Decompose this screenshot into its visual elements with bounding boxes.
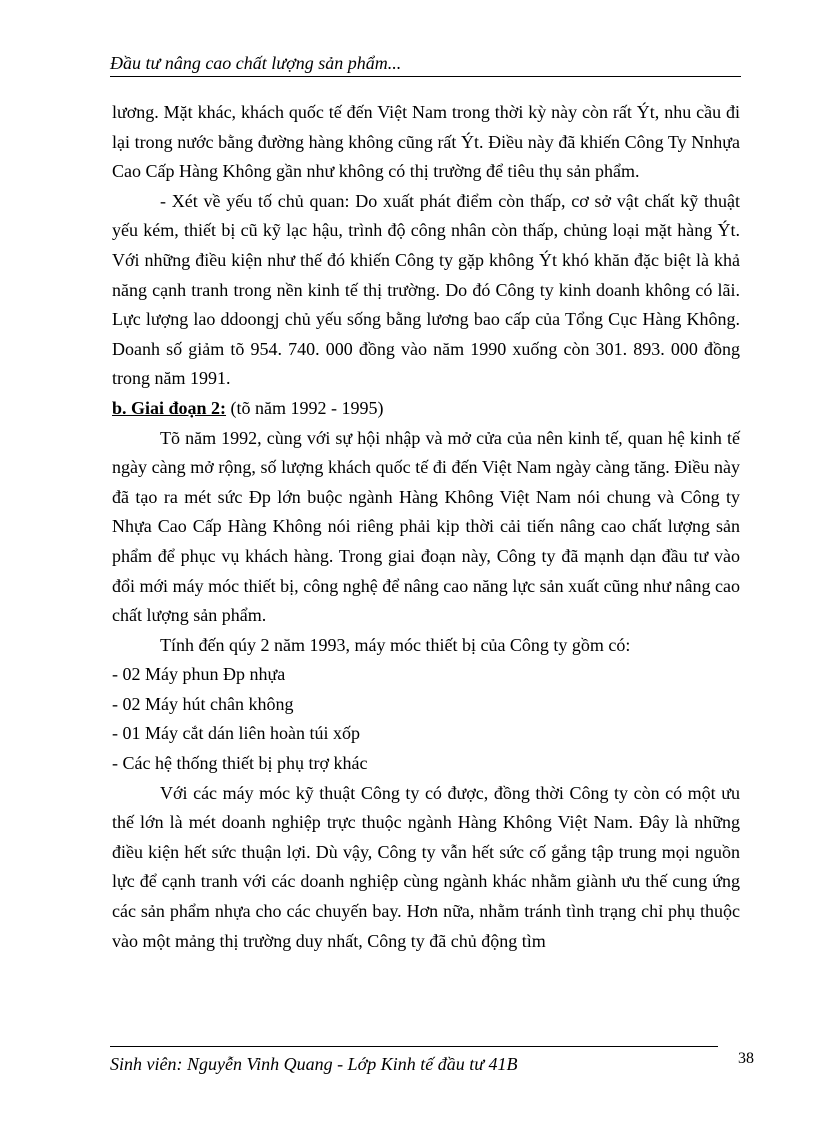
header-divider: [110, 76, 741, 77]
section-b-label: b. Giai đoạn 2:: [112, 397, 227, 418]
paragraph-1992: Tõ năm 1992, cùng với sự hội nhập và mở cửa của nên kinh tế, quan hệ kinh tế ngày càng mở rộng, số lượng khách quốc tế đi đến Việt Nam ngày càng tăng. Điều này đã tạo ra mét sức Ðp lớn buộc ngành Hàng Không Việt Nam nói chung và Công ty Nhựa Cao Cấp Hàng Không nói riêng phải kịp thời cải tiến nâng cao chất lượng sản phẩm để phục vụ khách hàng. Trong giai đoạn này, Công ty đã mạnh dạn đầu tư vào đổi mới máy móc thiết bị, công nghệ để nâng cao năng lực sản xuất cũng như nâng cao chất lượng sản phẩm.: [112, 427, 740, 626]
paragraph-1: lương. Mặt khác, khách quốc tế đến Việt Nam trong thời kỳ này còn rất Ýt, nhu cầu đi lại trong nước bằng đường hàng không cũng rất Ýt. Điều này đã khiến Công Ty Nnhựa Cao Cấp Hàng Không gần như không có thị trường để tiêu thụ sản phẩm.: [112, 102, 740, 182]
list-item: - Các hệ thống thiết bị phụ trợ khác: [112, 753, 368, 774]
section-b-period: (tõ năm 1992 - 1995): [226, 397, 384, 418]
section-b-heading: [112, 394, 740, 424]
list-item: - 02 Máy phun Ðp nhựa: [112, 664, 286, 685]
paragraph-subjective-factors: - Xét về yếu tố chủ quan: Do xuất phát điểm còn thấp, cơ sở vật chất kỹ thuật yếu kém, thiết bị cũ kỹ lạc hậu, trình độ công nhân còn thấp, chủng loại mặt hàng Ýt. Với những điều kiện như thế đó khiến Công ty gặp không Ýt khó khăn đặc biệt là khả năng cạnh tranh trong nền kinh tế thị trường. Do đó Công ty kinh doanh không có lãi. Lực lượng lao ddoongj chủ yếu sống bằng lương bao cấp của Tổng Cục Hàng Không. Doanh số giảm tõ 954. 740. 000 đồng vào năm 1990 xuống còn 301. 893. 000 đồng trong năm 1991.: [112, 190, 740, 389]
document-body: [112, 98, 740, 956]
list-item: - 01 Máy cắt dán liên hoàn túi xốp: [112, 723, 360, 744]
page-number: 38: [738, 1050, 754, 1067]
paragraph-equipment-intro: Tính đến qúy 2 năm 1993, máy móc thiết bị của Công ty gồm có:: [160, 634, 631, 655]
page-header-title: Đầu tư nâng cao chất lượng sản phẩm...: [110, 53, 402, 73]
paragraph-advantages: Với các máy móc kỹ thuật Công ty có được, đồng thời Công ty còn có một ưu thế lớn là mét doanh nghiệp trực thuộc ngành Hàng Không Việt Nam. Đây là những điều kiện hết sức thuận lợi. Dù vậy, Công ty vẫn hết sức cố gắng tập trung mọi nguồn lực để cạnh tranh với các doanh nghiệp cùng ngành khác nhằm giành ưu thế cung ứng các sản phẩm nhựa cho các chuyến bay. Hơn nữa, nhằm tránh tình trạng chỉ phụ thuộc vào một mảng thị trường duy nhất, Công ty đã chủ động tìm: [112, 782, 740, 951]
footer-divider: [110, 1046, 718, 1047]
list-item: - 02 Máy hút chân không: [112, 693, 294, 714]
footer-student-info: Sinh viên: Nguyễn Vinh Quang - Lớp Kinh tế đầu tư 41B: [110, 1054, 518, 1074]
